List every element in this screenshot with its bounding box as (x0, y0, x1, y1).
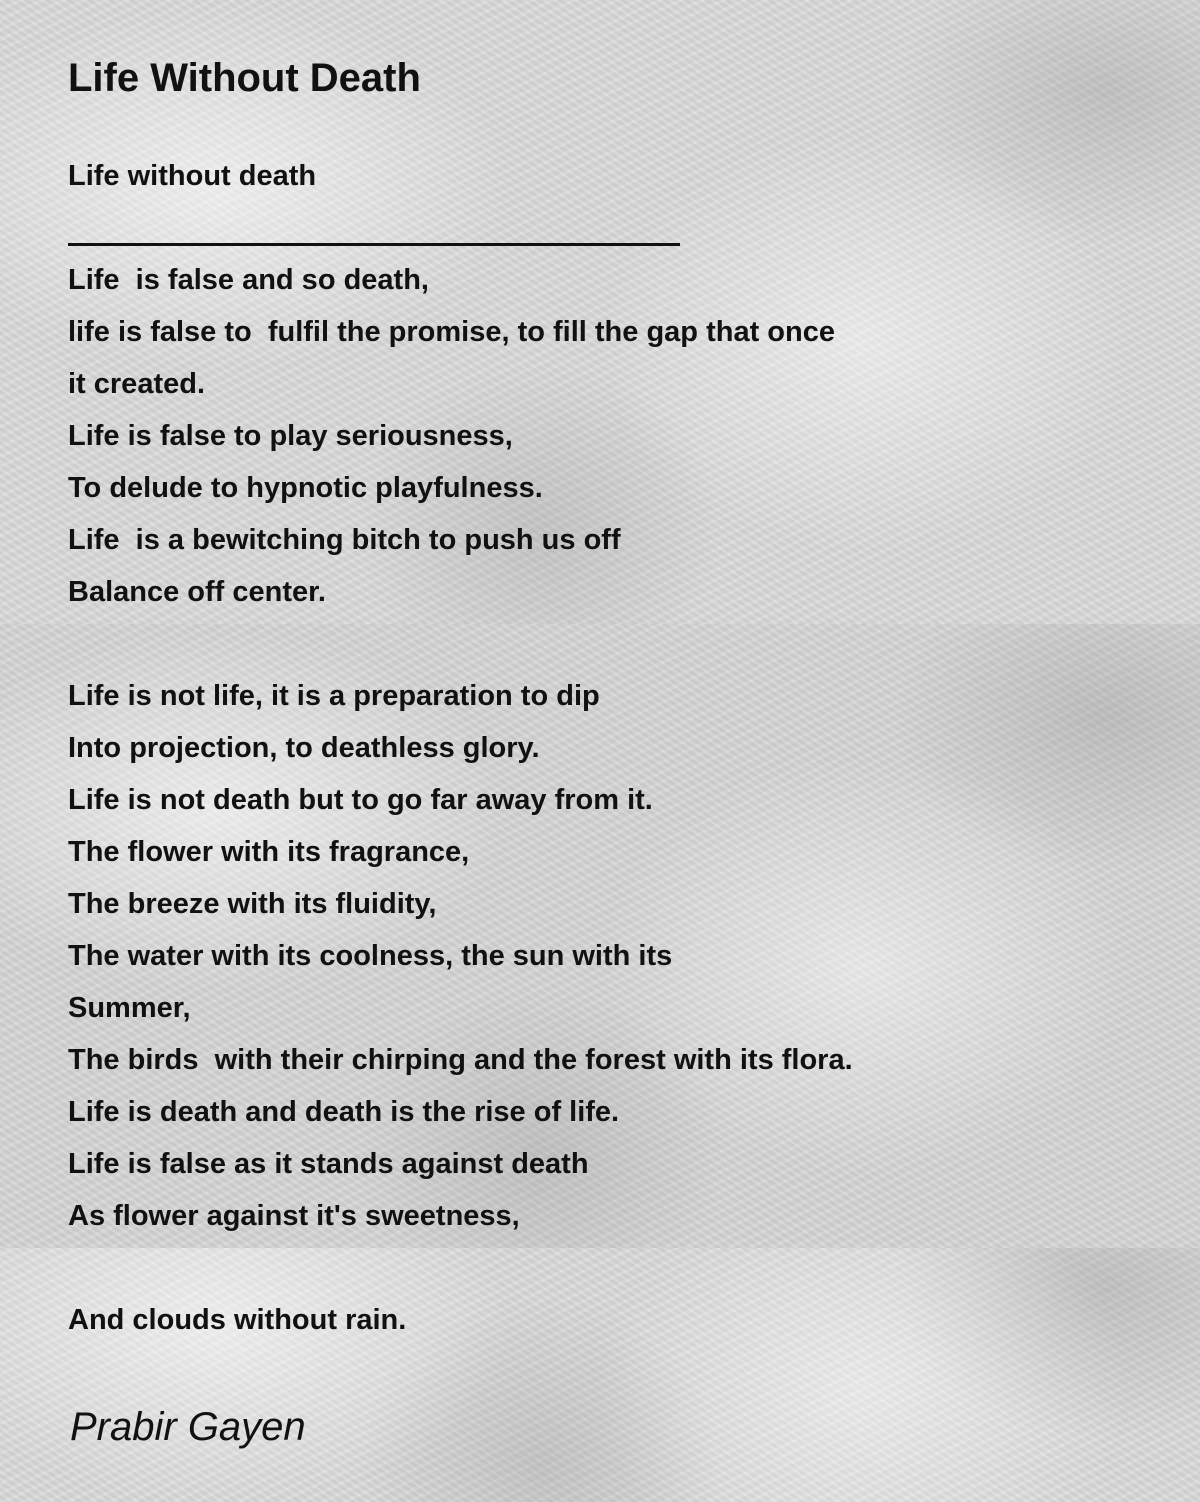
poem-line: The water with its coolness, the sun with its (68, 940, 673, 972)
poem-line: Life is false and so death, (68, 264, 429, 296)
poem-title: Life Without Death (68, 56, 421, 100)
poem-line: life is false to fulfil the promise, to fill the gap that once (68, 316, 835, 348)
poem-line: The flower with its fragrance, (68, 836, 470, 868)
poem-line: it created. (68, 368, 205, 400)
poem-line: The birds with their chirping and the forest with its flora. (68, 1044, 853, 1076)
poem-line: Life is false as it stands against death (68, 1148, 589, 1180)
poem-line: Life is not death but to go far away from it. (68, 784, 653, 816)
poem-line: Balance off center. (68, 576, 326, 608)
poem-author: Prabir Gayen (70, 1405, 306, 1449)
stanza-2 (68, 670, 853, 1242)
poem-line: Into projection, to deathless glory. (68, 732, 540, 764)
poem-line: Summer, (68, 992, 191, 1024)
stanza-1 (68, 150, 853, 618)
divider (68, 202, 853, 254)
poem-line: Life is false to play seriousness, (68, 420, 513, 452)
stanza-3 (68, 1294, 853, 1346)
poem-line: As flower against it's sweetness, (68, 1200, 520, 1232)
poem-body (68, 150, 853, 1398)
poem-line: Life is a bewitching bitch to push us off (68, 524, 621, 556)
poem-line: Life is death and death is the rise of life. (68, 1096, 620, 1128)
poem-line: Life is not life, it is a preparation to dip (68, 680, 600, 712)
poem-line: The breeze with its fluidity, (68, 888, 437, 920)
divider-rule (68, 243, 680, 246)
poem-line: Life without death (68, 160, 317, 192)
poem-line: And clouds without rain. (68, 1304, 407, 1336)
poem-line: To delude to hypnotic playfulness. (68, 472, 543, 504)
